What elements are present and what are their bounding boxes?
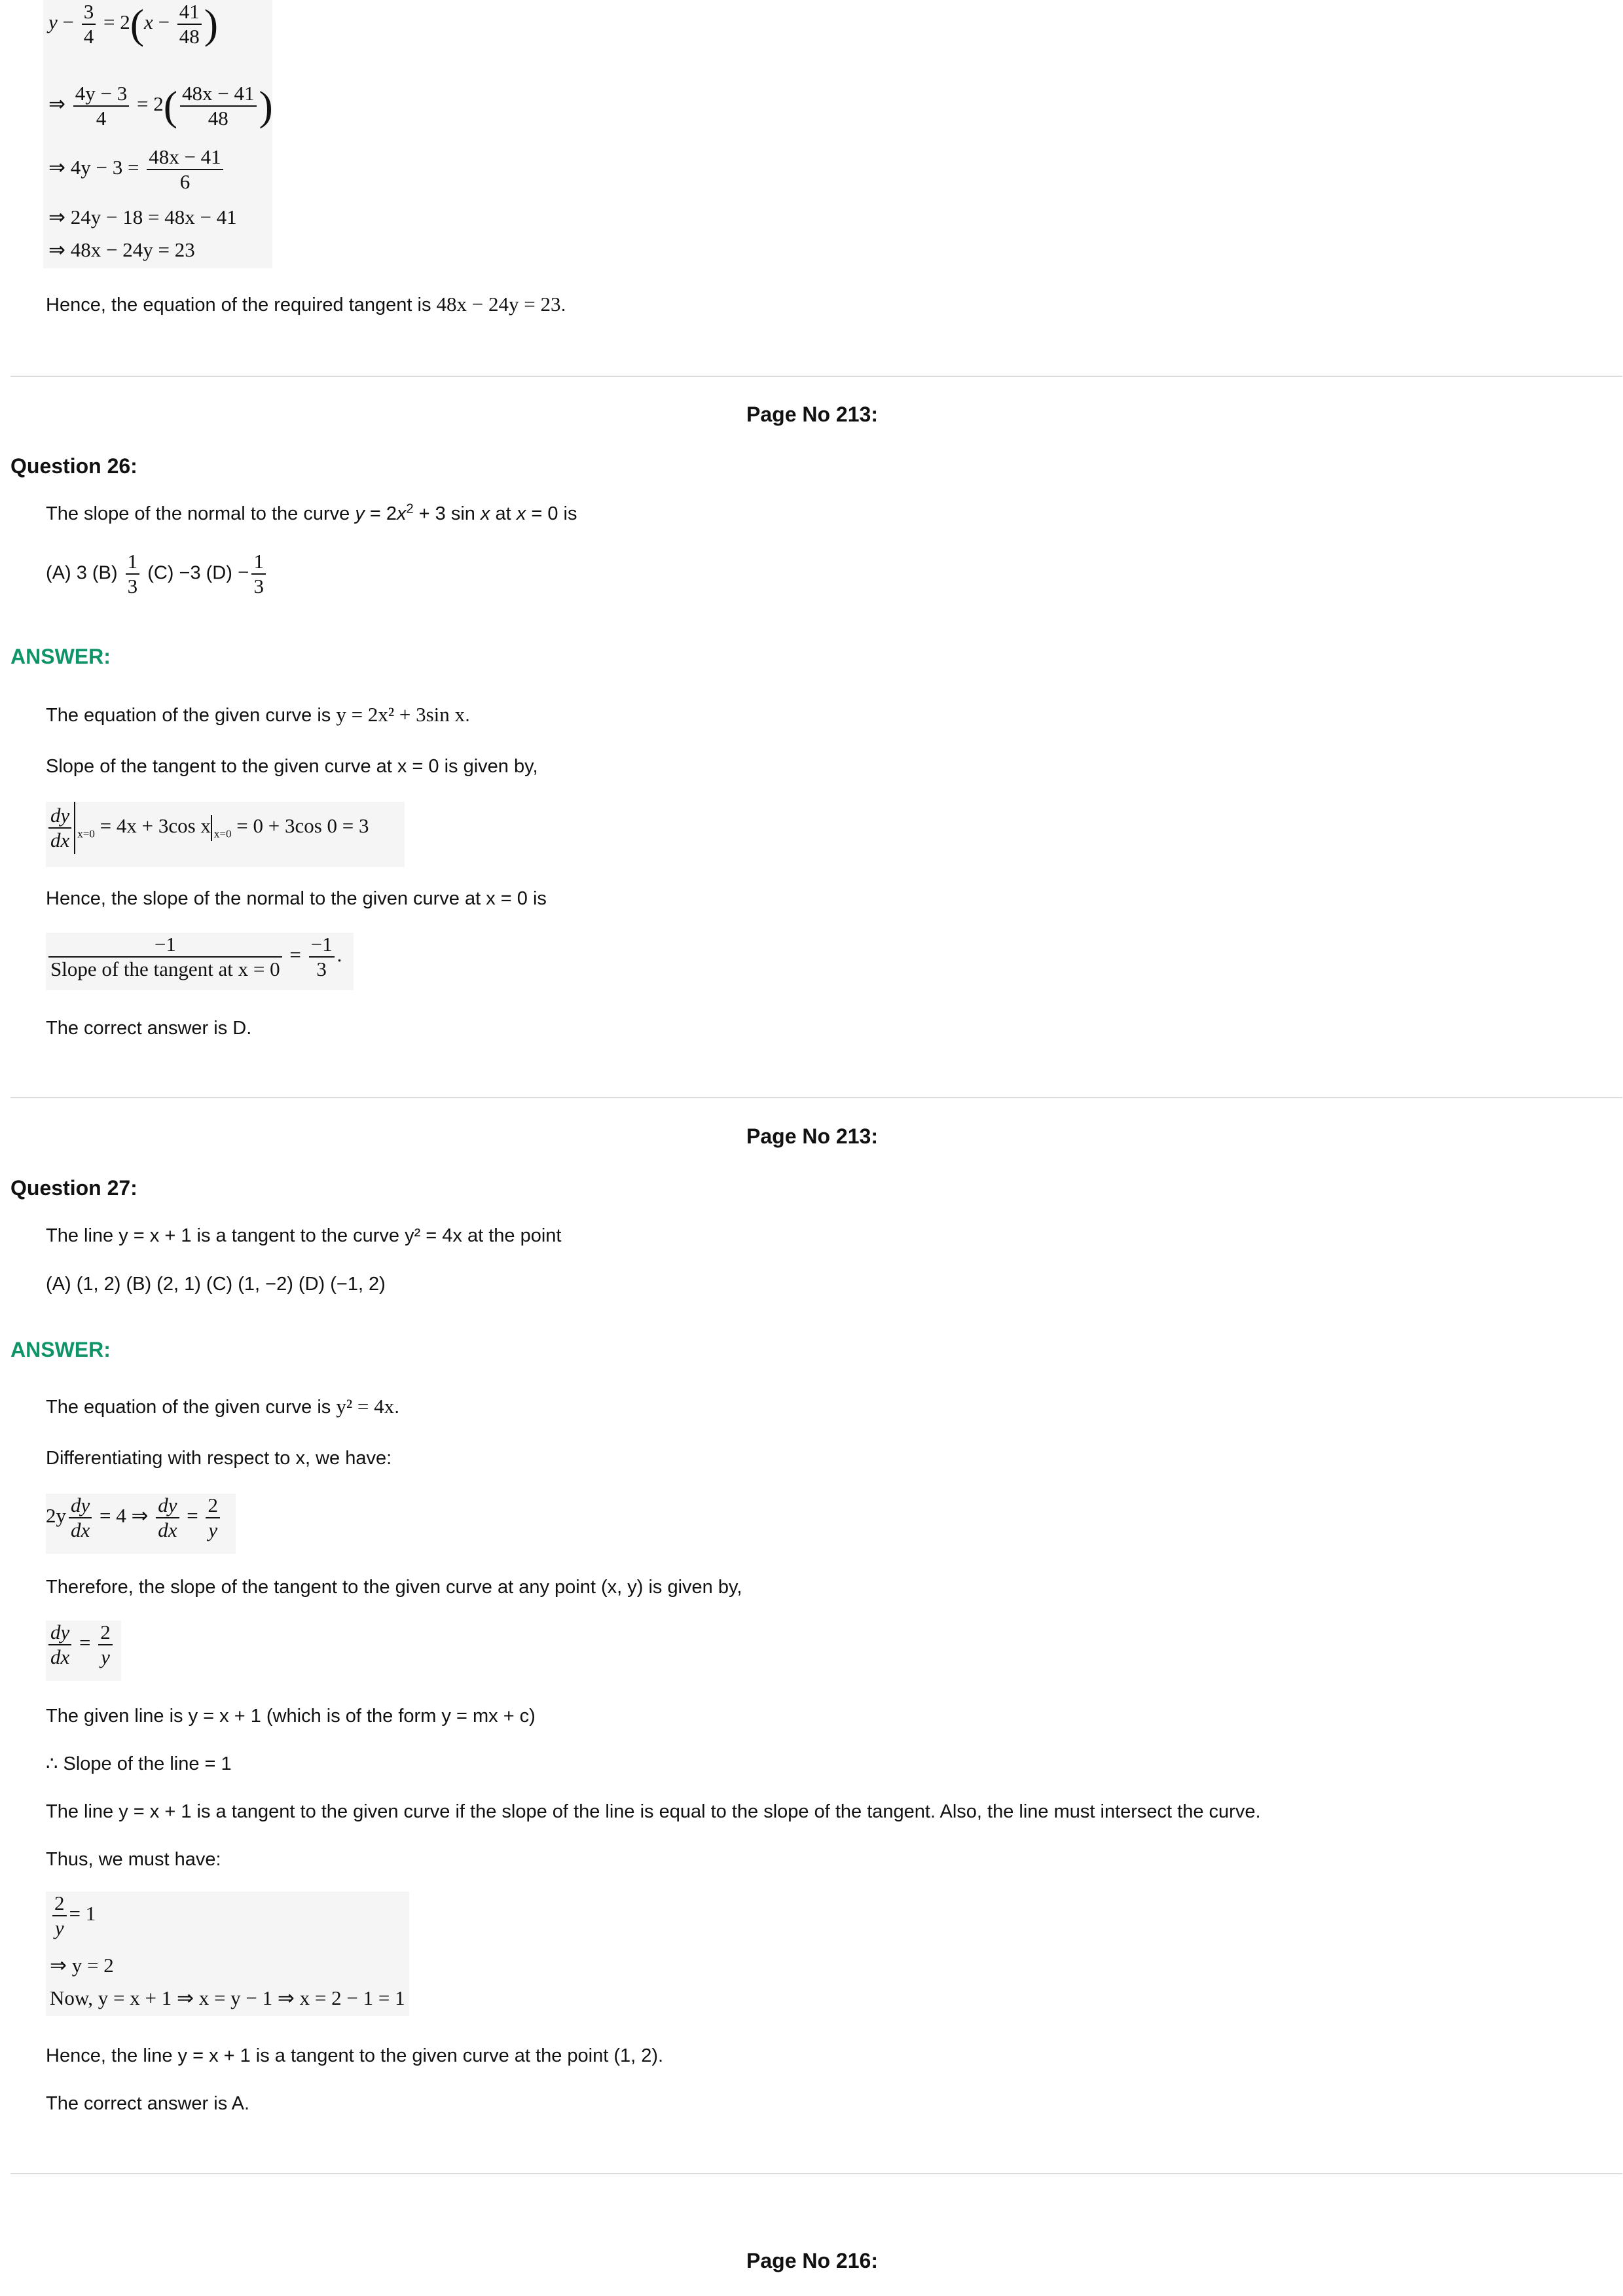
answer-line: Hence, the line y = x + 1 is a tangent to the given curve at the point (1, 2). [46, 2045, 664, 2066]
answer-line: ∴ Slope of the line = 1 [46, 1753, 232, 1774]
system-line: $\frac{2}{y}$ = 1 [50, 1892, 96, 1940]
answer-label: ANSWER: [10, 645, 111, 668]
answer-line: The equation of the given curve is y² = 4x. [46, 1395, 400, 1418]
question-options: (A) 3 (B) $\frac{1}{3}$ (C) −3 (D) − $\frac{1}{3}$ [46, 550, 268, 598]
answer-line: Hence, the slope of the normal to the given curve at x = 0 is [46, 888, 547, 909]
q25-eq4: ⇒ 24y − 18 = 48x − 41 [48, 206, 237, 228]
answer-line: The line y = x + 1 is a tangent to the given curve if the slope of the line is equal to the slope of the tangent. Also, the line must intersect the curve. [46, 1801, 1261, 1822]
differentiation-equation: 2y $\frac{dy}{dx}$ = 4 ⇒ $\frac{dy}{dx}$ = $\frac{2}{y}$ [46, 1494, 236, 1554]
q25-eq3: ⇒ 4y − 3 = $\frac{48x - 41}{6}$ [48, 145, 226, 194]
derivative-equation: $\frac{dy}{dx}$ $_{x=0}$ = 4x + 3cos x $_{x=0}$ = 0 + 3cos 0 = 3 [46, 802, 405, 867]
answer-label: ANSWER: [10, 1338, 111, 1361]
system-line: Now, y = x + 1 ⇒ x = y − 1 ⇒ x = 2 − 1 = 1 [50, 1986, 405, 2009]
answer-line: The given line is y = x + 1 (which is of the form y = mx + c) [46, 1706, 536, 1727]
answer-line: The correct answer is A. [46, 2093, 250, 2114]
question-title: Question 27: [10, 1176, 137, 1200]
answer-line: Slope of the tangent to the given curve at x = 0 is given by, [46, 756, 538, 777]
slope-equation: $\frac{dy}{dx}$ = $\frac{2}{y}$ [46, 1621, 121, 1681]
q25-eq1: y − $\frac{3}{4}$ = 2(x − $\frac{41}{48}$ ) [48, 0, 219, 48]
normal-slope-equation: $\frac{-1}{\text{Slope of the tangent at x = 0}}$ = $\frac{-1}{3}$ . [46, 933, 354, 990]
answer-line: Thus, we must have: [46, 1849, 221, 1870]
q25-eq2: ⇒ $\frac{4y - 3}{4}$ = 2( $\frac{48x - 41}{48}$ ) [48, 82, 273, 130]
solving-system [46, 1892, 409, 2016]
divider [10, 2173, 1622, 2174]
question-options: (A) (1, 2) (B) (2, 1) (C) (1, −2) (D) (−1, 2) [46, 1274, 386, 1295]
question-text: The line y = x + 1 is a tangent to the curve y² = 4x at the point [46, 1225, 562, 1246]
divider [10, 1097, 1622, 1098]
q25-working-block [43, 0, 272, 268]
answer-line: The correct answer is D. [46, 1018, 252, 1039]
q25-conclusion: Hence, the equation of the required tangent is 48x − 24y = 23. [46, 293, 566, 315]
answer-line: Therefore, the slope of the tangent to the given curve at any point (x, y) is given by, [46, 1577, 742, 1598]
page-number: Page No 213: [746, 1124, 878, 1148]
answer-line: The equation of the given curve is y = 2x² + 3sin x. [46, 703, 471, 726]
question-text: The slope of the normal to the curve $y = 2x^2 + 3$ sin x at x = 0 is [46, 501, 577, 524]
q25-eq5: ⇒ 48x − 24y = 23 [48, 238, 195, 261]
answer-line: Differentiating with respect to x, we have: [46, 1448, 392, 1469]
page-number: Page No 216: [746, 2249, 878, 2272]
question-title: Question 26: [10, 454, 137, 478]
divider [10, 376, 1622, 377]
system-line: ⇒ y = 2 [50, 1954, 114, 1977]
page-number: Page No 213: [746, 403, 878, 426]
